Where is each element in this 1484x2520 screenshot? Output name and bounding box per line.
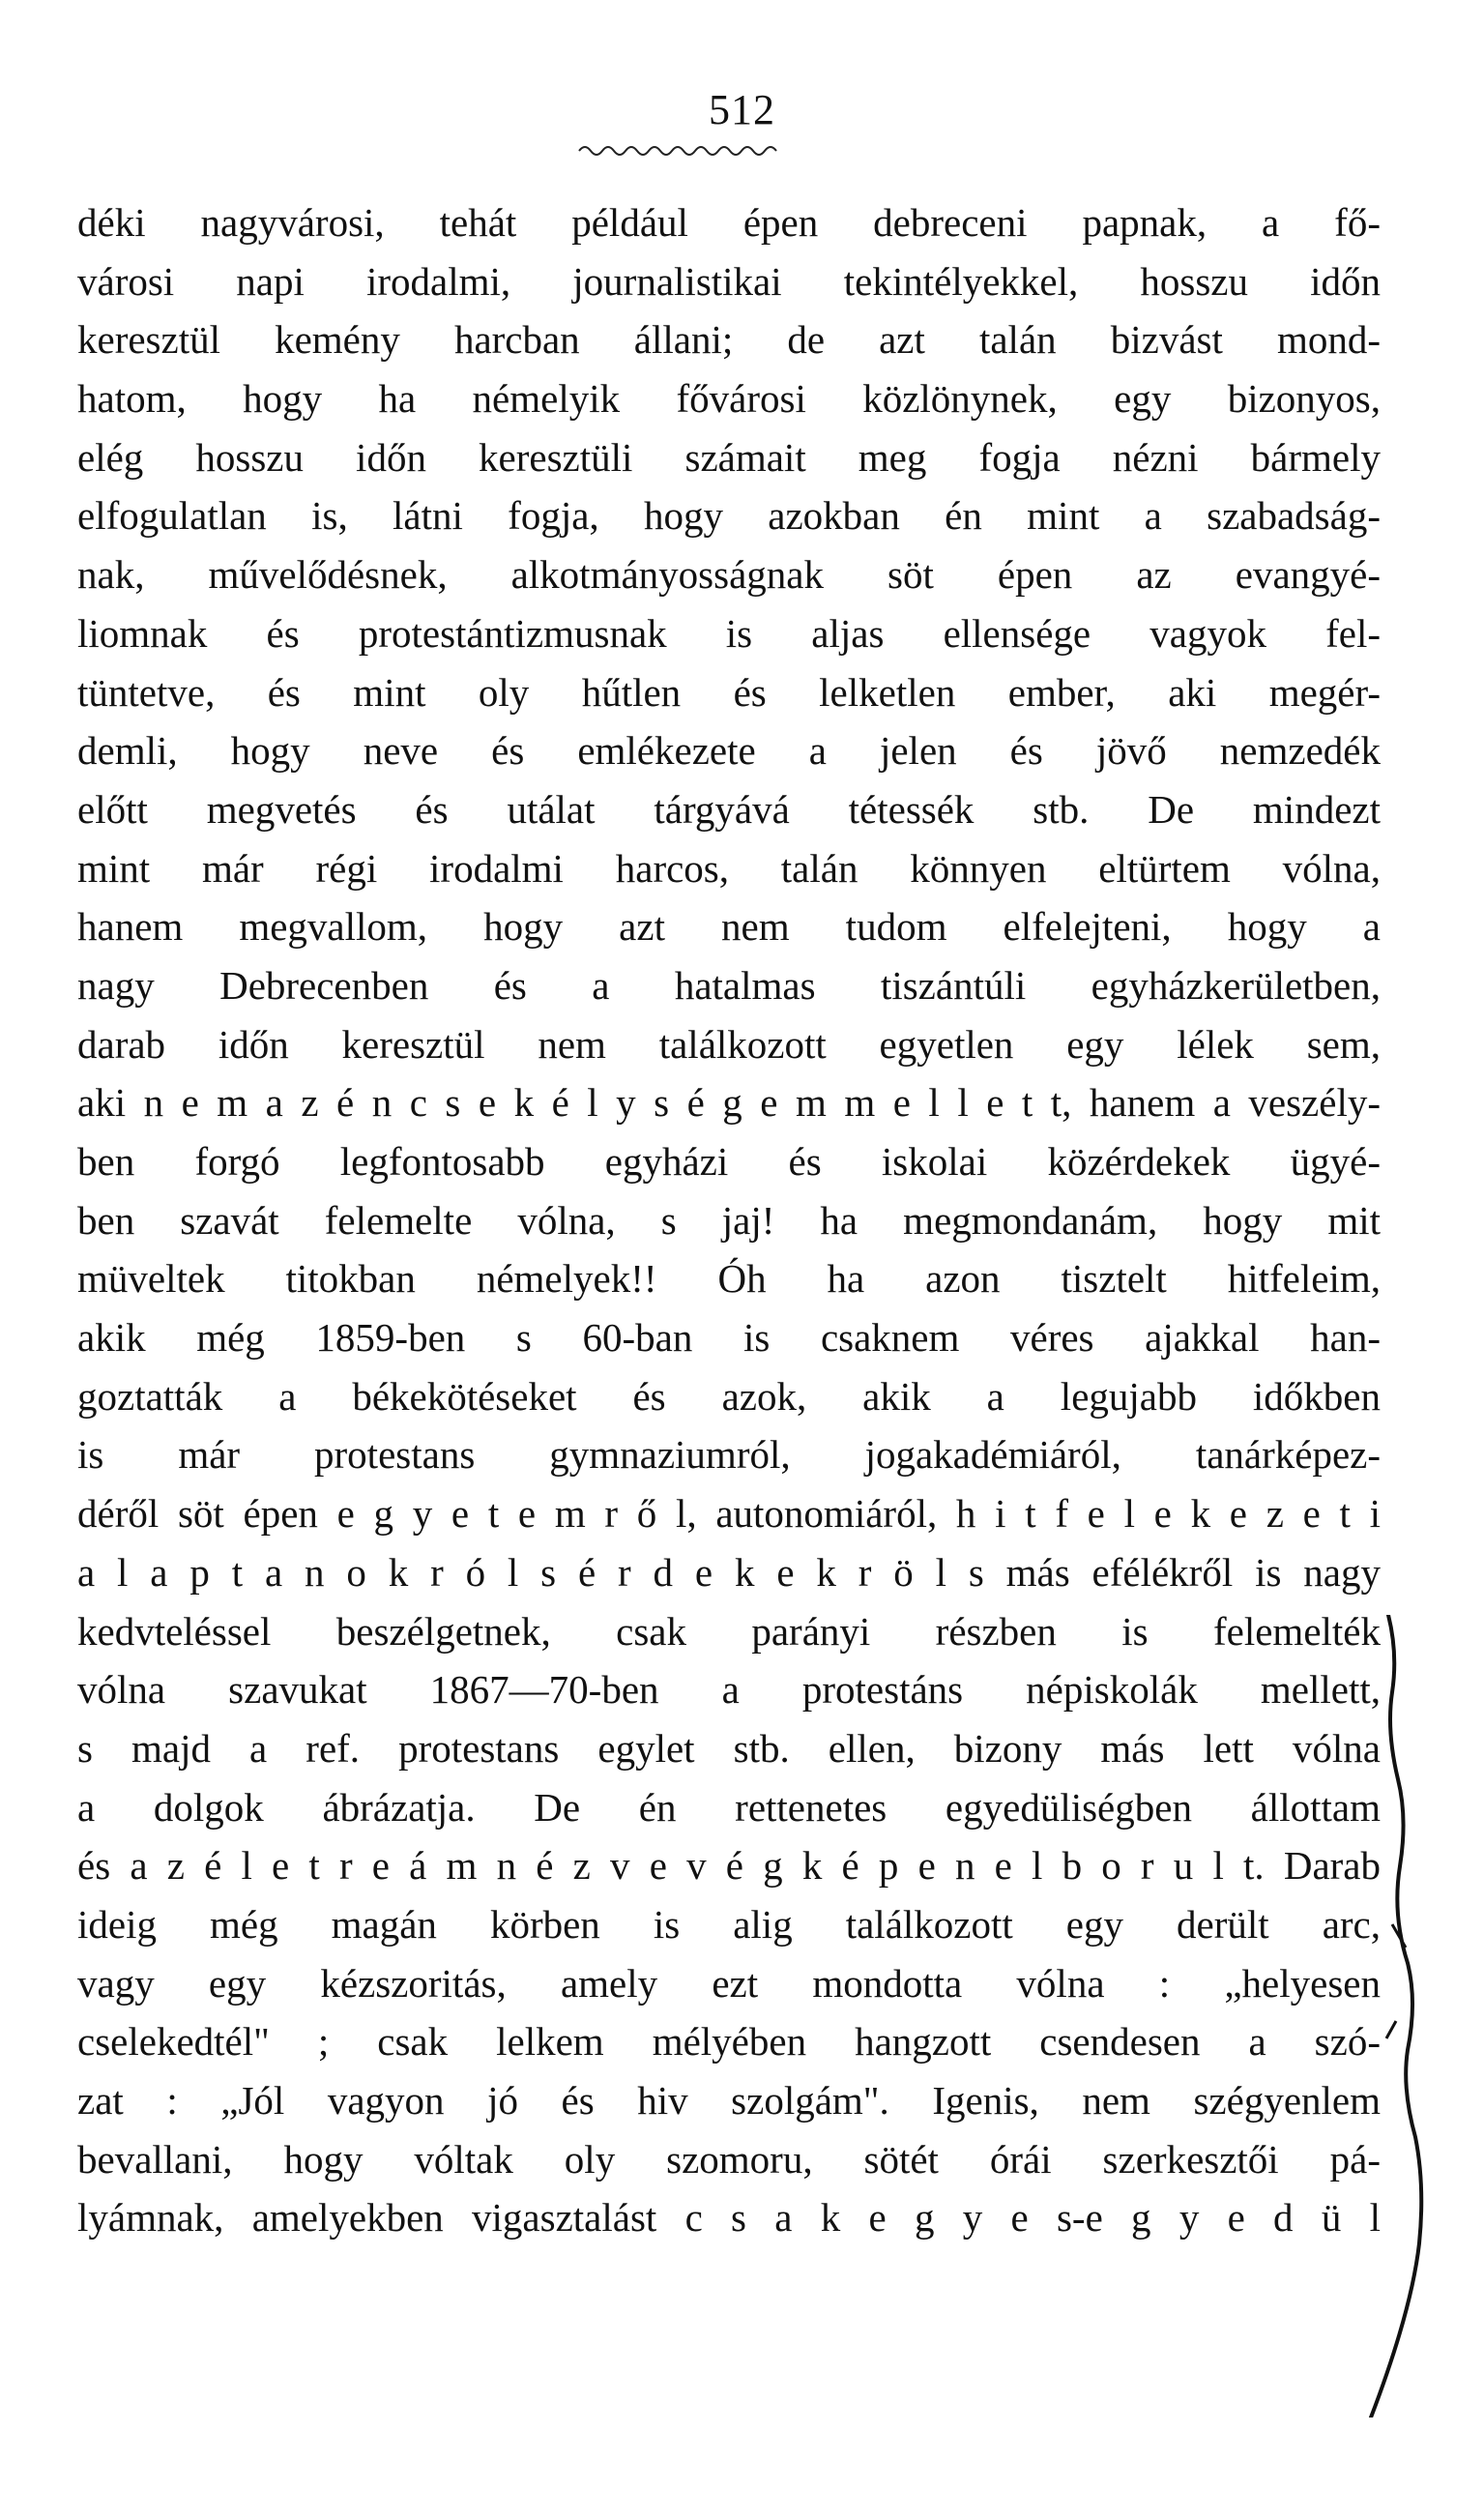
text-line: városi napi irodalmi, journalistikai tekintélyekkel, hosszu időn (77, 258, 1381, 304)
text-line: zat : „Jól vagyon jó és hiv szolgám". Igenis, nem szégyenlem (77, 2078, 1381, 2123)
text-line: hanem megvallom, hogy azt nem tudom elfelejteni, hogy a (77, 904, 1381, 950)
text-line: lyámnak, amelyekben vigasztalást c s a k e g y e s-e g y e d ü l (77, 2195, 1381, 2241)
text-line: kedvteléssel beszélgetnek, csak parányi részben is felemelték (77, 1608, 1381, 1654)
text-line: nak, művelődésnek, alkotmányosságnak söt épen az evangyé- (77, 552, 1381, 598)
text-line: ideig még magán körben is alig találkozott egy derült arc, (77, 1901, 1381, 1947)
text-line: s majd a ref. protestans egylet stb. ellen, bizony más lett vólna (77, 1725, 1381, 1771)
text-line: cselekedtél" ; csak lelkem mélyében hangzott csendesen a szó- (77, 2019, 1381, 2065)
text-line: liomnak és protestántizmusnak is aljas ellensége vagyok fel- (77, 610, 1381, 656)
text-line: elég hosszu időn keresztüli számait meg fogja nézni bármely (77, 434, 1381, 480)
text-line: demli, hogy neve és emlékezete a jelen és jövő nemzedék (77, 728, 1381, 774)
text-line: előtt megvetés és utálat tárgyává tétessék stb. De mindezt (77, 786, 1381, 832)
text-line: müveltek titokban némelyek!! Óh ha azon tisztelt hitfeleim, (77, 1256, 1381, 1302)
text-line: tüntetve, és mint oly hűtlen és lelketlen ember, aki megér- (77, 669, 1381, 715)
text-line: bevallani, hogy vóltak oly szomoru, sötét órái szerkesztői pá- (77, 2136, 1381, 2182)
text-line: keresztül kemény harcban állani; de azt talán bizvást mond- (77, 317, 1381, 363)
text-line: goztatták a békekötéseket és azok, akik a legujabb időkben (77, 1373, 1381, 1419)
text-line: akik még 1859-ben s 60-ban is csaknem véres ajakkal han- (77, 1315, 1381, 1361)
text-line: a l a p t a n o k r ó l s é r d e k e k r ö l s más efélékről is nagy (77, 1549, 1381, 1595)
text-line: aki n e m a z é n c s e k é l y s é g e m m e l l e t t, hanem a veszély- (77, 1080, 1381, 1126)
text-line: vagy egy kézszoritás, amely ezt mondotta vólna : „helyesen (77, 1960, 1381, 2006)
text-line: nagy Debrecenben és a hatalmas tiszántúli egyházkerületben, (77, 962, 1381, 1008)
text-line: déki nagyvárosi, tehát például épen debreceni papnak, a fő- (77, 200, 1381, 245)
wavy-rule-icon (577, 141, 782, 161)
text-line: a dolgok ábrázatja. De én rettenetes egyedüliségben állottam (77, 1784, 1381, 1830)
page-number: 512 (709, 86, 775, 133)
text-line: ben szavát felemelte vólna, s jaj! ha megmondanám, hogy mit (77, 1197, 1381, 1243)
text-line: hatom, hogy ha némelyik fővárosi közlönynek, egy bizonyos, (77, 376, 1381, 422)
text-line: déről söt épen e g y e t e m r ő l, autonomiáról, h i t f e l e k e z e t i (77, 1491, 1381, 1537)
handwritten-bracket-icon (1353, 1615, 1431, 2417)
text-line: ben forgó legfontosabb egyházi és iskolai közérdekek ügyé- (77, 1139, 1381, 1184)
text-line: darab időn keresztül nem találkozott egyetlen egy lélek sem, (77, 1021, 1381, 1067)
text-line: is már protestans gymnaziumról, jogakadémiáról, tanárképez- (77, 1432, 1381, 1478)
text-line: mint már régi irodalmi harcos, talán könnyen eltürtem vólna, (77, 845, 1381, 891)
text-line: és a z é l e t r e á m n é z v e v é g k é p e n e l b o r u l t. Darab (77, 1843, 1381, 1889)
body-text (77, 193, 1381, 2247)
text-line: vólna szavukat 1867—70-ben a protestáns népiskolák mellett, (77, 1667, 1381, 1713)
text-line: elfogulatlan is, látni fogja, hogy azokban én mint a szabadság- (77, 493, 1381, 539)
